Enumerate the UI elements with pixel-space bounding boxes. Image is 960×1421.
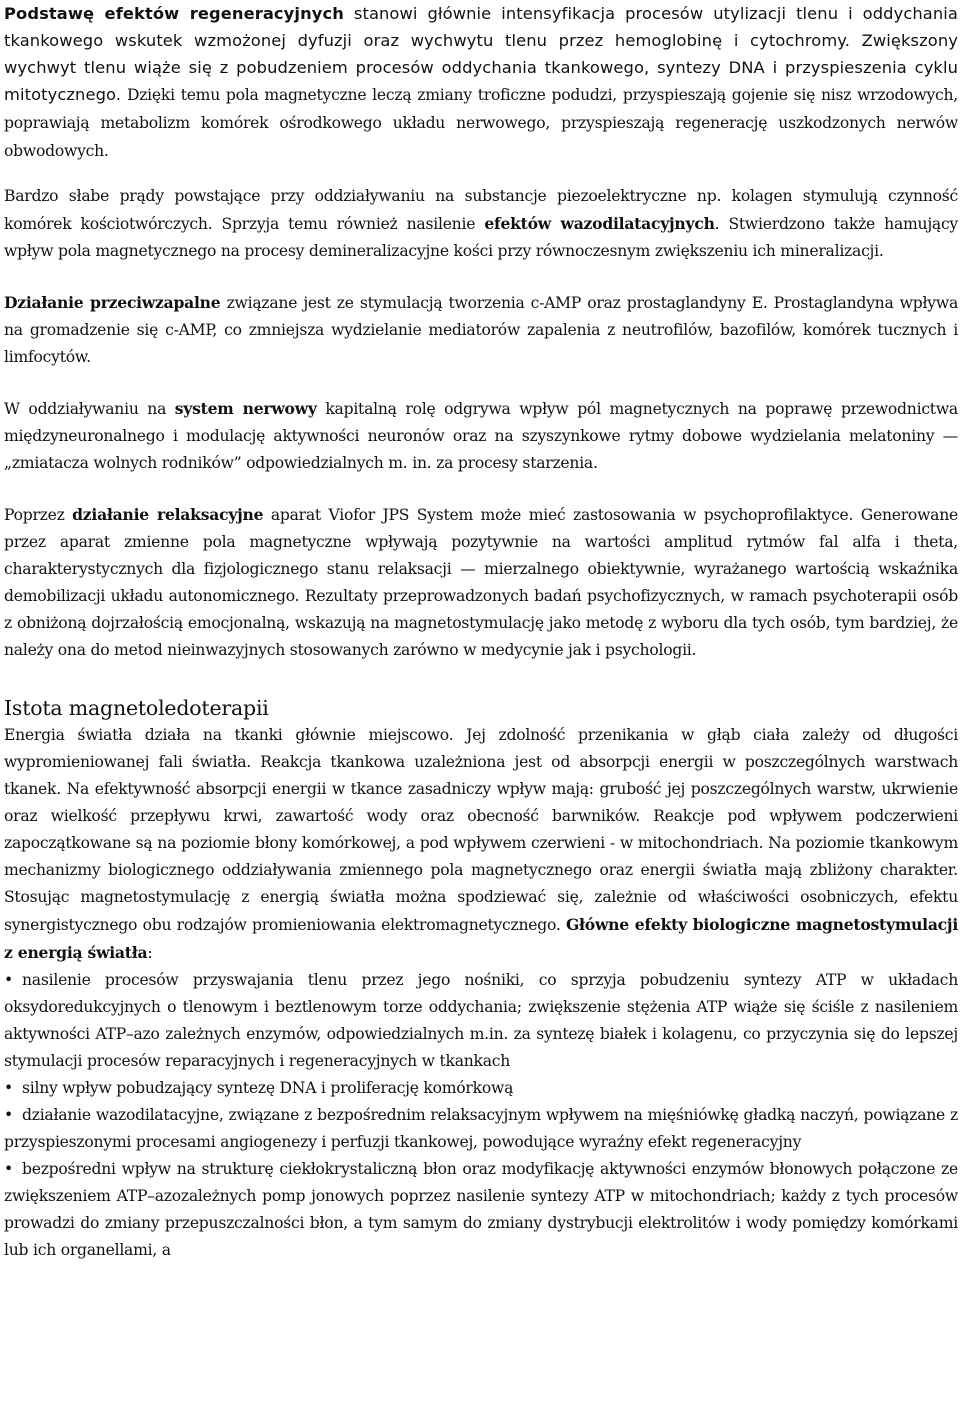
effects-list bbox=[4, 967, 958, 1264]
text-regeneration-2: Dzięki temu pola magnetyczne leczą zmiany troficzne podudzi, przyspieszają gojenie się nisz wrzodowych, poprawiają metabolizm komórek ośrodkowego układu nerwowego, przyspieszają regenerację uszkodzonych nerwów obwodowych. bbox=[4, 86, 958, 160]
bold-phrase-regeneration: Podstawę efektów regeneracyjnych bbox=[4, 4, 344, 23]
text-light-2: : bbox=[147, 944, 153, 962]
list-item-text: silny wpływ pobudzający syntezę DNA i proliferację komórkową bbox=[22, 1079, 514, 1097]
text-nervous-2: kapitalną rolę odgrywa wpływ pól magnetycznych na poprawę przewodnictwa międzyneuronalnego i modulację aktywności neuronów oraz na szyszynkowe rytmy dobowe wydzielania melatoniny — „zmiatacza wolnych rodników” odpowiedzialnych m. in. za procesy starzenia. bbox=[4, 400, 958, 472]
bullet-marker: • bbox=[4, 1079, 13, 1097]
list-item bbox=[4, 1102, 958, 1156]
bold-phrase-vasodilation: efektów wazodilatacyjnych bbox=[484, 214, 715, 233]
bullet-marker: • bbox=[4, 1106, 13, 1124]
list-item-text: bezpośredni wpływ na strukturę ciekłokrystaliczną błon oraz modyfikację aktywności enzymów błonowych połączone ze zwiększeniem ATP–azozależnych pomp jonowych poprzez nasilenie syntezy ATP w mitochondriach; każdy z tych procesów prowadzi do zmiany przepuszczalności błon, a tym samym do zmiany dystrybucji elektrolitów i wody pomiędzy komórkami lub ich organellami, a bbox=[4, 1160, 958, 1259]
list-item-text: działanie wazodilatacyjne, związane z bezpośrednim relaksacyjnym wpływem na mięśniówkę gładką naczyń, powiązane z przyspieszonymi procesami angiogenezy i perfuzji tkankowej, powodujące wyraźny efekt regeneracyjny bbox=[4, 1106, 958, 1151]
paragraph-nervous-system bbox=[4, 395, 958, 477]
paragraph-anti-inflammatory bbox=[4, 289, 958, 371]
bold-phrase-relaxation: działanie relaksacyjne bbox=[72, 505, 264, 524]
bullet-marker: • bbox=[4, 1160, 13, 1178]
list-item-text: nasilenie procesów przyswajania tlenu przez jego nośniki, co sprzyja pobudzeniu syntezy ATP w układach oksydoredukcyjnych o tlenowym i beztlenowym torze oddychania; zwiększenie stężenia ATP wiąże się ściśle z nasileniem aktywności ATP–azo zależnych enzymów, odpowiedzialnych m.in. za syntezę białek i kolagenu, co przyczynia się do lepszej stymulacji procesów reparacyjnych i regeneracyjnych w tkankach bbox=[4, 971, 958, 1070]
text-nervous-1: W oddziaływaniu na bbox=[4, 400, 175, 418]
section-heading: Istota magnetoledoterapii bbox=[4, 696, 269, 720]
text-piezo-1: Bardzo słabe prądy powstające przy oddziaływaniu na substancje piezoelektryczne np. kolagen stymulują czynność komórek kościotwórczych. Sprzyja temu również nasilenie bbox=[4, 187, 958, 233]
bold-phrase-anti-inflammatory: Działanie przeciwzapalne bbox=[4, 293, 221, 312]
paragraph-piezoelectric bbox=[4, 183, 958, 265]
bold-phrase-nervous-system: system nerwowy bbox=[174, 399, 317, 418]
paragraph-light-energy bbox=[4, 722, 958, 967]
text-anti-inflammatory: związane jest ze stymulacją tworzenia c-AMP oraz prostaglandyny E. Prostaglandyna wpływa na gromadzenie się c-AMP, co zmniejsza wydzielanie mediatorów zapalenia z neutrofilów, bazofilów, komórek tucznych i limfocytów. bbox=[4, 294, 958, 366]
list-item bbox=[4, 967, 958, 1075]
text-regeneration-1: stanowi głównie intensyfikacja procesów utylizacji tlenu i oddychania tkankowego wskutek wzmożonej dyfuzji oraz wychwytu tlenu przez hemoglobinę i cytochromy. Zwiększony wychwyt tlenu wiąże się z pobudzeniem procesów oddychania tkankowego, syntezy DNA i przyspieszenia cyklu mitotycznego. bbox=[4, 4, 958, 104]
list-item bbox=[4, 1075, 958, 1102]
text-light-1: Energia światła działa na tkanki głównie miejscowo. Jej zdolność przenikania w głąb ciała zależy od długości wypromieniowanej fali światła. Reakcja tkankowa uzależniona jest od absorpcji energii w poszczególnych warstwach tkanek. Na efektywność absorpcji energii w tkance zasadniczy wpływ mają: grubość jej poszczególnych warstw, ukrwienie oraz wielkość przepływu krwi, zawartość wody oraz obecność barwników. Reakcje pod wpływem podczerwieni zapoczątkowane są na poziomie błony komórkowej, a pod wpływem czerwieni - w mitochondriach. Na poziomie tkankowym mechanizmy biologicznego oddziaływania zmiennego pola magnetycznego oraz energii światła mają zbliżony charakter. Stosując magnetostymulację z energią światła można spodziewać się, zależnie od właściwości osobniczych, efektu synergistycznego obu rodzajów promieniowania elektromagnetycznego. bbox=[4, 726, 958, 934]
bold-phrase-main-effects: Główne efekty biologiczne magnetostymulacji z energią światła bbox=[4, 915, 958, 962]
paragraph-relaxation bbox=[4, 501, 958, 664]
text-relax-1: Poprzez bbox=[4, 506, 73, 524]
bullet-marker: • bbox=[4, 971, 13, 989]
text-relax-2: aparat Viofor JPS System może mieć zastosowania w psychoprofilaktyce. Generowane przez aparat zmienne pola magnetyczne wpływają pozytywnie na wartości amplitud rytmów fal alfa i theta, charakterystycznych dla fizjologicznego stanu relaksacji — mierzalnego obiektywnie, wyrażanego wartością wskaźnika demobilizacji układu autonomicznego. Rezultaty przeprowadzonych badań psychofizycznych, w ramach psychoterapii osób z obniżoną dojrzałością emocjonalną, wskazują na magnetostymulację jako metodę z wyboru dla tych osób, tym bardziej, że należy ona do metod nieinwazyjnych stosowanych zarówno w medycynie jak i psychologii. bbox=[4, 506, 958, 659]
text-piezo-2: . Stwierdzono także hamujący wpływ pola magnetycznego na procesy demineralizacyjne kości przy równoczesnym zwiększeniu ich mineralizacji. bbox=[4, 215, 958, 260]
paragraph-regeneration bbox=[4, 0, 958, 165]
list-item bbox=[4, 1156, 958, 1264]
